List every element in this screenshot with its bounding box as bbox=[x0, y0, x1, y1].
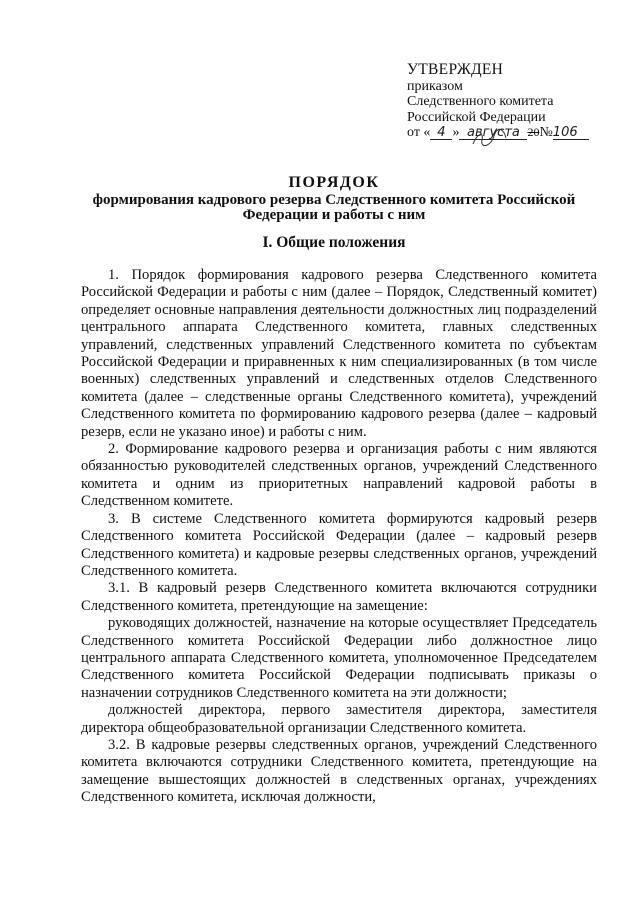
paragraph-3: 3. В системе Следственного комитета формируются кадровый резерв Следственного комитета Российской Федерации (далее – кадровый резерв Следственного комитета) и кадровые резервы следственных органов, учреждений Следственного комитета. bbox=[81, 510, 597, 579]
title-line-1: формирования кадрового резерва Следственного комитета Российской bbox=[92, 192, 576, 208]
paragraph-3-2: 3.2. В кадровые резервы следственных органов, учреждений Следственного комитета включаются сотрудники Следственного комитета, претендующие на замещение вышестоящих должностей в следственных органах, учреждениях Следственного комитета, исключая должности, bbox=[81, 736, 597, 806]
approval-from-prefix: от « bbox=[407, 125, 431, 140]
approval-year-struck: 20 bbox=[527, 125, 540, 139]
approval-heading: УТВЕРЖДЕН bbox=[407, 61, 504, 78]
approval-date-line bbox=[407, 125, 617, 141]
approval-line-federation: Российской Федерации bbox=[407, 109, 546, 125]
paragraph-1: 1. Порядок формирования кадрового резерва Следственного комитета Российской Федерации и работы с ним (далее – Порядок, Следственный комитет) определяет основные направления деятельности должностных лиц подразделений центрального аппарата Следственного комитета, главных следственных управлений, следственных управлений Следственного комитета по субъектам Российской Федерации и приравненных к ним специализированных (в том числе военных) следственных управлений и следственных отделов Следственного комитета (далее – следственные органы Следственного комитета), учреждений Следственного комитета по формированию кадрового резерва (далее – кадровый резерв, если не указано иное) и работы с ним. bbox=[81, 267, 597, 440]
approval-line-order: приказом bbox=[407, 78, 463, 94]
handwritten-flourish-icon bbox=[470, 128, 510, 150]
approval-number-sign: № bbox=[539, 125, 553, 140]
title-line-2: Федерации и работы с ним bbox=[242, 207, 426, 223]
approval-line-committee: Следственного комитета bbox=[407, 94, 554, 109]
section-heading: I. Общие положения bbox=[262, 234, 406, 251]
paragraph-3-1-item-2: должностей директора, первого заместителя директора, заместителя директора общеобразовательной организации Следственного комитета. bbox=[81, 702, 597, 736]
paragraph-2: 2. Формирование кадрового резерва и организация работы с ним являются обязанностью руководителей следственных органов, учреждений Следственного комитета и одним из приоритетных направлений кадровой работы в Следственном комитете. bbox=[81, 441, 597, 510]
paragraph-3-1-item-1: руководящих должностей, назначение на которые осуществляет Председатель Следственного комитета Российской Федерации либо должностное лицо центрального аппарата Следственного комитета, уполномоченное Председателем Следственного комитета Российской Федерации подписывать приказы о назначении сотрудников Следственного комитета на эти должности; bbox=[81, 615, 597, 701]
approval-quote-close: » bbox=[452, 125, 460, 140]
approval-month: августа bbox=[459, 126, 527, 140]
approval-number: 106 bbox=[553, 126, 589, 140]
document-title bbox=[60, 175, 608, 223]
approval-day: 4 bbox=[430, 126, 452, 140]
paragraph-3-1: 3.1. В кадровый резерв Следственного комитета включаются сотрудники Следственного комитета, претендующие на замещение: bbox=[81, 580, 597, 614]
approval-stamp bbox=[407, 62, 617, 141]
document-body bbox=[81, 267, 597, 807]
title-word: ПОРЯДОК bbox=[288, 174, 380, 191]
